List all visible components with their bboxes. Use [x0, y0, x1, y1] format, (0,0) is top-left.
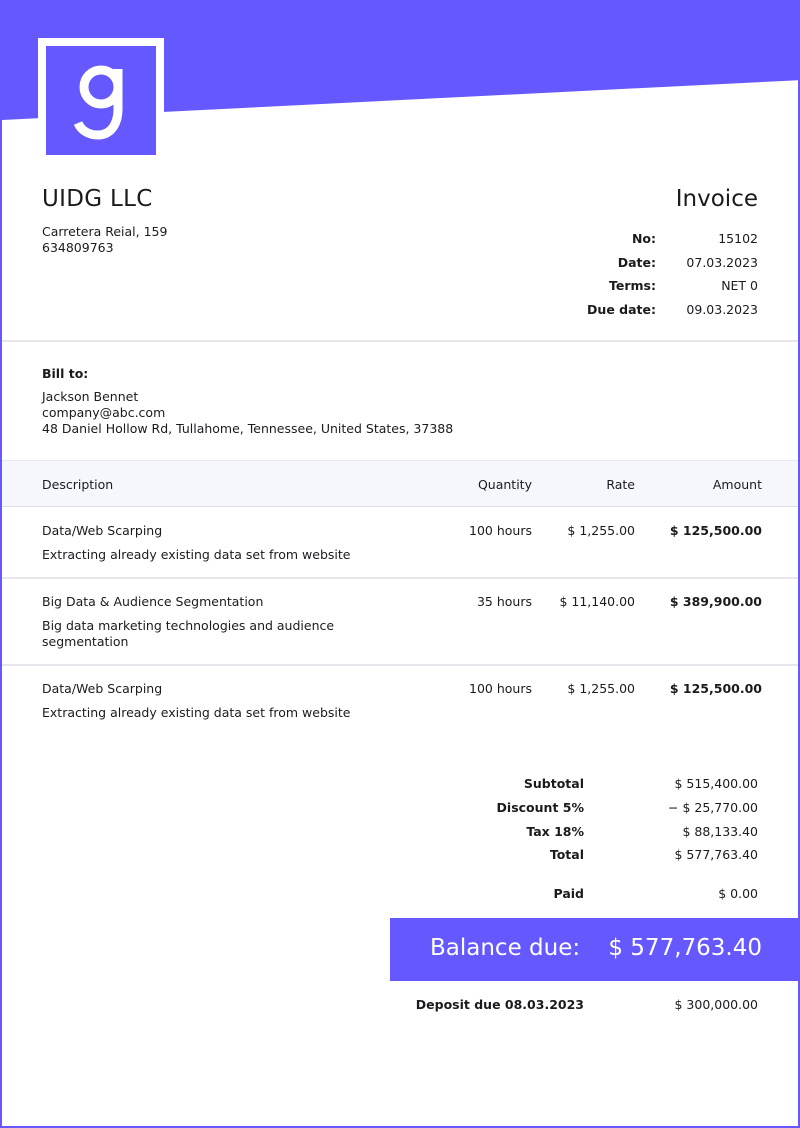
item-rate: $ 11,140.00	[559, 594, 635, 609]
meta-value: 09.03.2023	[686, 302, 758, 318]
item-amount: $ 389,900.00	[669, 594, 762, 609]
item-rate: $ 1,255.00	[567, 523, 635, 538]
meta-value: NET 0	[721, 278, 758, 294]
tax-value: $ 88,133.40	[682, 824, 758, 839]
column-header-rate: Rate	[606, 477, 635, 492]
discount-label: Discount 5%	[496, 800, 584, 815]
meta-value: 07.03.2023	[686, 254, 758, 270]
row-divider	[2, 577, 800, 579]
section-divider	[2, 340, 800, 342]
item-quantity: 35 hours	[476, 594, 532, 609]
item-description: Extracting already existing data set from website	[42, 705, 351, 720]
total-value: $ 577,763.40	[674, 847, 758, 862]
item-rate: $ 1,255.00	[567, 681, 635, 696]
totals-section	[398, 776, 758, 906]
g-logo-icon	[71, 61, 131, 141]
deposit-due-value: $ 300,000.00	[674, 997, 758, 1012]
client-name: Jackson Bennet	[42, 389, 139, 404]
total-row	[398, 847, 758, 867]
deposit-due-label: Deposit due 08.03.2023	[415, 997, 584, 1012]
item-quantity: 100 hours	[469, 523, 532, 538]
items-table-header	[2, 460, 800, 507]
meta-label: Date:	[617, 254, 656, 270]
meta-label: No:	[631, 231, 656, 246]
company-address-line: Carretera Reial, 159	[42, 224, 168, 239]
logo-mark	[46, 46, 156, 155]
item-title: Data/Web Scarping	[42, 523, 163, 538]
meta-label: Terms:	[609, 278, 656, 294]
row-divider	[2, 664, 800, 666]
meta-label: Due date:	[587, 302, 656, 318]
tax-row	[398, 824, 758, 844]
column-header-quantity: Quantity	[477, 477, 532, 492]
meta-row-due-date	[498, 302, 758, 326]
item-description: Big data marketing technologies and audience segmentation	[42, 618, 335, 649]
total-label: Total	[549, 847, 584, 862]
discount-value: − $ 25,770.00	[668, 800, 758, 815]
subtotal-label: Subtotal	[523, 776, 584, 791]
bill-to-label: Bill to:	[42, 366, 89, 381]
item-quantity: 100 hours	[469, 681, 532, 696]
item-title: Big Data & Audience Segmentation	[42, 594, 264, 609]
invoice-meta	[498, 231, 758, 326]
balance-due-label: Balance due:	[430, 935, 581, 961]
item-amount: $ 125,500.00	[669, 681, 762, 696]
item-description: Extracting already existing data set from website	[42, 547, 351, 562]
paid-label: Paid	[553, 886, 584, 901]
client-email: company@abc.com	[42, 405, 166, 420]
tax-label: Tax 18%	[526, 824, 584, 839]
balance-due-banner	[390, 918, 800, 981]
company-address	[42, 224, 167, 256]
table-row	[2, 681, 800, 731]
subtotal-row	[398, 776, 758, 796]
table-row	[2, 594, 800, 654]
company-logo	[38, 38, 164, 162]
company-name: UIDG LLC	[42, 186, 153, 212]
table-row	[2, 523, 800, 573]
paid-value: $ 0.00	[718, 886, 758, 901]
paid-row	[398, 886, 758, 906]
item-amount: $ 125,500.00	[669, 523, 762, 538]
subtotal-value: $ 515,400.00	[674, 776, 758, 791]
invoice-title: Invoice	[675, 186, 758, 212]
column-header-amount: Amount	[712, 477, 762, 492]
balance-due-value: $ 577,763.40	[608, 935, 762, 961]
column-header-description: Description	[42, 477, 114, 492]
meta-row-date	[498, 255, 758, 279]
company-phone: 634809763	[42, 240, 114, 255]
meta-value: 15102	[718, 231, 758, 246]
meta-row-terms	[498, 278, 758, 302]
client-address: 48 Daniel Hollow Rd, Tullahome, Tennessee, United States, 37388	[42, 421, 454, 436]
discount-row	[398, 800, 758, 820]
item-title: Data/Web Scarping	[42, 681, 163, 696]
meta-row-number	[498, 231, 758, 255]
bill-to-details	[42, 389, 453, 437]
